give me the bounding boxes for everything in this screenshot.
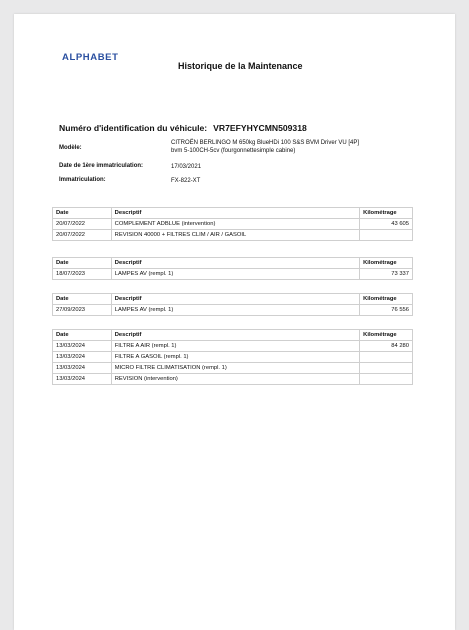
table-row (53, 269, 413, 280)
maintenance-table (52, 293, 413, 316)
date-cell: 13/03/2024 (53, 363, 112, 374)
maintenance-table (52, 329, 413, 385)
table-header-row (53, 258, 413, 269)
vin-value: VR7EFYHYCMN509318 (213, 123, 307, 133)
column-header-kilometrage: Kilométrage (360, 208, 413, 219)
column-header-descriptif: Descriptif (111, 294, 359, 305)
kilometrage-cell (360, 352, 413, 363)
plate-label: Immatriculation: (59, 177, 106, 183)
first-registration-value: 17/03/2021 (171, 164, 202, 170)
document-page (14, 14, 455, 630)
column-header-date: Date (53, 258, 112, 269)
maintenance-table (52, 207, 413, 241)
model-value (171, 139, 401, 155)
column-header-descriptif: Descriptif (111, 208, 359, 219)
kilometrage-cell (360, 230, 413, 241)
maintenance-table (52, 257, 413, 280)
table-row (53, 305, 413, 316)
vin-label: Numéro d'identification du véhicule: (59, 123, 208, 133)
table-row (53, 341, 413, 352)
date-cell: 13/03/2024 (53, 374, 112, 385)
column-header-date: Date (53, 208, 112, 219)
description-cell: REVISION (intervention) (111, 374, 359, 385)
document-title: Historique de la Maintenance (178, 61, 303, 71)
description-cell: COMPLEMENT ADBLUE (intervention) (111, 219, 359, 230)
table-row (53, 219, 413, 230)
date-cell: 20/07/2022 (53, 219, 112, 230)
brand-logo: ALPHABET (62, 52, 119, 63)
kilometrage-cell: 76 556 (360, 305, 413, 316)
plate-value: FX-822-XT (171, 178, 201, 184)
kilometrage-cell: 73 337 (360, 269, 413, 280)
model-label: Modèle: (59, 145, 82, 151)
description-cell: LAMPES AV (rempl. 1) (111, 269, 359, 280)
description-cell: FILTRE A AIR (rempl. 1) (111, 341, 359, 352)
column-header-kilometrage: Kilométrage (360, 294, 413, 305)
first-registration-label: Date de 1ère immatriculation: (59, 163, 144, 169)
description-cell: REVISION 40000 + FILTRES CLIM / AIR / GASOIL (111, 230, 359, 241)
column-header-descriptif: Descriptif (111, 330, 359, 341)
date-cell: 13/03/2024 (53, 352, 112, 363)
date-cell: 18/07/2023 (53, 269, 112, 280)
description-cell: FILTRE A GASOIL (rempl. 1) (111, 352, 359, 363)
table-row (53, 374, 413, 385)
kilometrage-cell (360, 363, 413, 374)
table-row (53, 230, 413, 241)
column-header-date: Date (53, 330, 112, 341)
model-line-1: CITROËN BERLINGO M 650kg BlueHDi 100 S&S BVM Driver VU [4P] (171, 140, 360, 146)
column-header-descriptif: Descriptif (111, 258, 359, 269)
kilometrage-cell: 43 605 (360, 219, 413, 230)
column-header-date: Date (53, 294, 112, 305)
description-cell: MICRO FILTRE CLIMATISATION (rempl. 1) (111, 363, 359, 374)
table-header-row (53, 330, 413, 341)
table-row (53, 352, 413, 363)
description-cell: LAMPES AV (rempl. 1) (111, 305, 359, 316)
table-header-row (53, 294, 413, 305)
table-header-row (53, 208, 413, 219)
kilometrage-cell: 84 280 (360, 341, 413, 352)
kilometrage-cell (360, 374, 413, 385)
date-cell: 20/07/2022 (53, 230, 112, 241)
date-cell: 13/03/2024 (53, 341, 112, 352)
table-row (53, 363, 413, 374)
vin-row (59, 123, 307, 133)
column-header-kilometrage: Kilométrage (360, 330, 413, 341)
model-line-2: bvm 5-100CH-5cv (fourgonnettesimple cabine) (171, 148, 296, 154)
date-cell: 27/09/2023 (53, 305, 112, 316)
column-header-kilometrage: Kilométrage (360, 258, 413, 269)
